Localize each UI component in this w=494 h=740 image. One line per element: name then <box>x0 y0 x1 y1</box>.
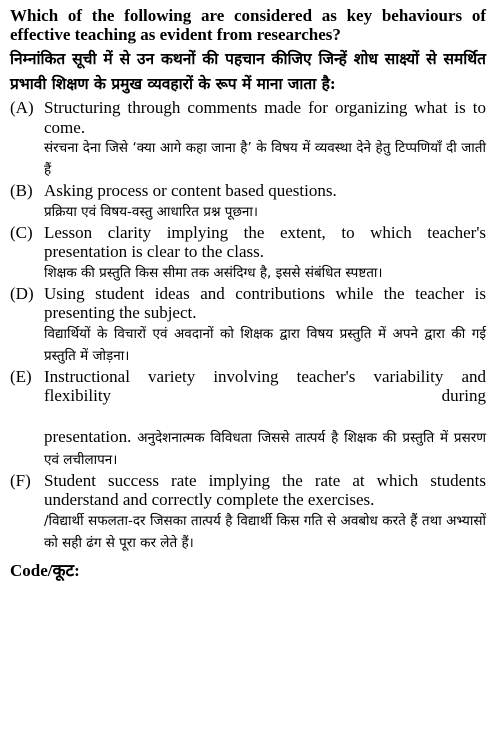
option-text-hindi: प्रक्रिया एवं विषय-वस्तु आधारित प्रश्न पूछना। <box>44 203 259 220</box>
option-text-english: Asking process or content based questions. <box>44 181 337 200</box>
option-d <box>10 284 486 367</box>
option-text-english: Student success rate implying the rate at which students understand and correctly complete the exercises. <box>44 470 486 509</box>
option-a <box>10 98 486 181</box>
question-hindi: निम्नांकित सूची में से उन कथनों की पहचान कीजिए जिन्हें शोध साक्ष्यों से समर्थित प्रभावी शिक्षण के प्रमुख व्यवहारों के रूप में माना जाता है: <box>10 49 486 93</box>
code-label: Code/कूट: <box>10 560 80 580</box>
option-text-english: Instructional variety involving teacher's variability and flexibility during <box>44 366 486 405</box>
option-b <box>10 181 486 223</box>
spacer <box>44 406 486 427</box>
option-c <box>10 223 486 284</box>
option-text-english: Lesson clarity implying the extent, to which teacher's presentation is clear to the class. <box>44 222 486 261</box>
question-english: Which of the following are considered as key behaviours of effective teaching as evident from researches? <box>10 6 486 44</box>
option-text-hindi: विद्यार्थियों के विचारों एवं अवदानों को शिक्षक द्वारा विषय प्रस्तुति में अपने द्वारा की गई प्रस्तुति में जोड़ना। <box>44 325 486 364</box>
option-label: (A) <box>10 98 34 117</box>
option-text-hindi: शिक्षक की प्रस्तुति किस सीमा तक असंदिग्ध है, इससे संबंधित स्पष्टता। <box>44 264 383 281</box>
option-text-english: Using student ideas and contributions while the teacher is presenting the subject. <box>44 283 486 322</box>
option-e <box>10 367 486 471</box>
option-text-english-continued: presentation. <box>44 426 132 446</box>
option-label: (C) <box>10 222 33 242</box>
option-label: (E) <box>10 366 32 386</box>
option-text-hindi: संरचना देना जिसे ‘क्या आगे कहा जाना है’ के विषय में व्यवस्था देने हेतु टिप्पणियाँ दी जाती हैं <box>44 140 486 178</box>
option-f <box>10 471 486 554</box>
option-text-english: Structuring through comments made for organizing what is to come. <box>44 98 486 137</box>
option-label: (D) <box>10 283 34 303</box>
option-label: (F) <box>10 470 31 490</box>
option-text-hindi: /विद्यार्थी सफलता-दर जिसका तात्पर्य है विद्यार्थी किस गति से अवबोध करते हैं तथा अभ्यासों को सही ढंग से पूरा कर लेते हैं। <box>44 512 486 551</box>
option-text-hindi: अनुदेशनात्मक विविधता जिससे तात्पर्य है शिक्षक की प्रस्तुति में प्रसरण एवं लचीलापन। <box>44 429 486 468</box>
option-label: (B) <box>10 181 33 200</box>
